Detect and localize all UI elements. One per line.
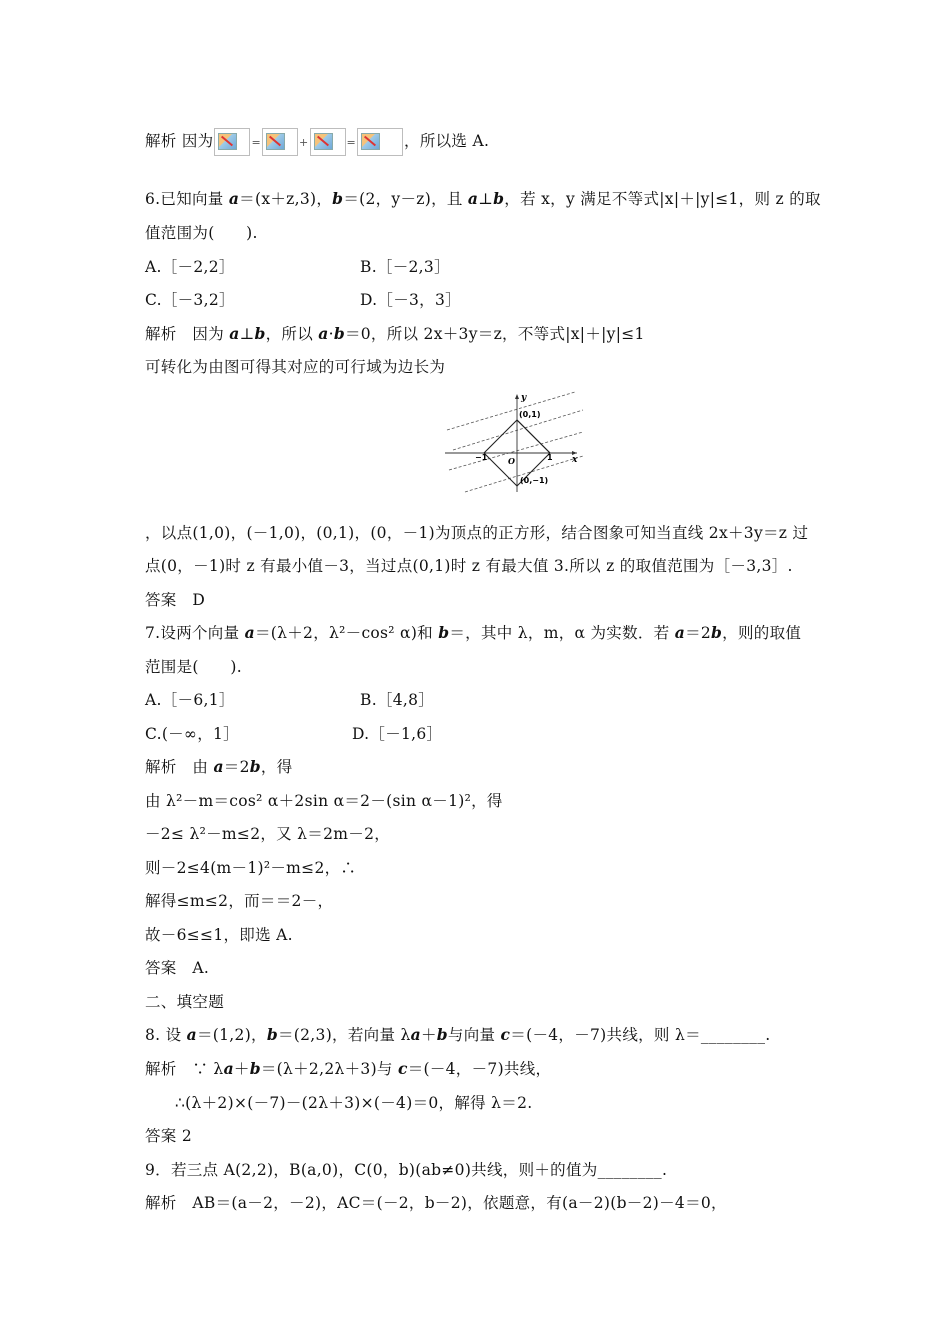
q8-stem-part: 8. 设 (145, 1026, 187, 1044)
vector-c: c (500, 1025, 511, 1044)
q8-analysis-line1 (145, 1058, 551, 1080)
q9-analysis: 解析 AB＝(a－2，－2)，AC＝(－2，b－2)，依题意，有(a－2)(b－2)－4＝0， (145, 1194, 727, 1212)
plus-sign: + (298, 136, 309, 149)
q8-stem-part: 与向量 (447, 1026, 501, 1044)
vector-b: b (493, 189, 505, 208)
vector-a: a (228, 189, 240, 208)
vector-b: b (249, 757, 261, 776)
q5-analysis-line (145, 128, 489, 156)
broken-image-icon (214, 128, 250, 156)
q6-option-c: C.［－3,2］ (145, 291, 235, 309)
q7-analysis-part: ，得 (260, 758, 293, 776)
y-label: y (521, 393, 527, 403)
q7-analysis-part: 解析 由 (145, 758, 214, 776)
q6-analysis-part: ＝0，所以 2x＋3y＝z，不等式|x|＋|y|≤1 (344, 325, 645, 343)
vector-a: a (674, 623, 686, 642)
broken-image-icon (310, 128, 346, 156)
feasible-region-figure (445, 390, 585, 495)
q8-analysis-line2: ∴(λ＋2)×(－7)－(2λ＋3)×(－4)＝0，解得 λ＝2. (175, 1094, 533, 1112)
q7-stem-part: ＝(λ＋2，λ²－cos² α)和 (254, 624, 439, 642)
point-0-m1-label: (0,−1) (520, 476, 549, 485)
q9-stem: 9．若三点 A(2,2)，B(a,0)，C(0，b)(ab≠0)共线，则＋的值为________. (145, 1161, 668, 1179)
q7-analysis-line3: －2≤ λ²－m≤2，又 λ＝2m－2， (145, 825, 391, 843)
q8-analysis-part: ＋ (233, 1060, 250, 1078)
one-label: 1 (547, 453, 553, 462)
q6-analysis-part: ，所以 (265, 325, 319, 343)
equals-sign: = (346, 136, 357, 149)
vector-b: b (249, 1059, 261, 1078)
vector-b: b (332, 189, 344, 208)
vector-a: a (223, 1059, 234, 1078)
q6-analysis-line1 (145, 323, 645, 345)
vector-a: a (467, 189, 479, 208)
q7-stem-part: 7.设两个向量 (145, 624, 245, 642)
q6-stem-line2: 值范围为( ). (145, 224, 258, 242)
q7-answer: 答案 A. (145, 959, 210, 977)
dot-symbol: · (328, 325, 334, 343)
q7-stem-part: ，则的取值 (722, 624, 802, 642)
q7-analysis-line5: 解得≤m≤2，而＝＝2－， (145, 892, 334, 910)
q7-option-a: A.［－6,1］ (145, 691, 235, 709)
vector-b: b (333, 324, 345, 343)
q5-analysis-suffix: ，所以选 A. (404, 132, 490, 150)
section-heading: 二、填空题 (145, 993, 225, 1011)
q6-stem-part: ，若 x，y 满足不等式|x|＋|y|≤1，则 z 的取 (504, 190, 821, 208)
minus-one-label: −1 (475, 453, 488, 462)
vector-a: a (410, 1025, 421, 1044)
broken-image-icon (262, 128, 298, 156)
q6-analysis-line3: ，以点(1,0)，(－1,0)，(0,1)，(0，－1)为顶点的正方形，结合图象可知当直线 2x＋3y＝z 过 (145, 524, 809, 542)
q6-analysis-line2: 可转化为由图可得其对应的可行域为边长为 (145, 358, 446, 376)
q5-analysis-prefix: 解析 因为 (145, 132, 214, 150)
q7-analysis-line2: 由 λ²－m＝cos² α＋2sin α＝2－(sin α－1)²，得 (145, 792, 503, 810)
vector-c: c (397, 1059, 408, 1078)
q8-analysis-part: ＝(－4，－7)共线， (407, 1060, 552, 1078)
vector-a: a (229, 324, 240, 343)
q8-answer: 答案 2 (145, 1127, 192, 1145)
equals-sign: = (251, 136, 261, 149)
q7-stem-line1 (145, 622, 801, 644)
q7-option-d: D.［－1,6］ (352, 725, 443, 743)
q6-analysis-line4: 点(0，－1)时 z 有最小值－3，当过点(0,1)时 z 有最大值 3.所以 z 的取值范围为［－3,3］. (145, 557, 793, 575)
q7-option-b: B.［4,8］ (360, 691, 435, 709)
q8-stem-part: ＝(1,2)， (197, 1026, 267, 1044)
perp-symbol: ⊥ (478, 190, 494, 208)
vector-b: b (266, 1025, 278, 1044)
x-label: x (572, 455, 578, 465)
q7-analysis-line6: 故－6≤≤1，即选 A. (145, 926, 293, 944)
vector-a: a (244, 623, 255, 642)
y-axis-arrow-icon (515, 394, 519, 399)
vector-a: a (318, 324, 329, 343)
q7-stem-line2: 范围是( ). (145, 658, 242, 676)
q8-stem-part: ＋ (420, 1026, 437, 1044)
q8-stem (145, 1024, 771, 1046)
q6-option-d: D.［－3，3］ (360, 291, 461, 309)
vector-a: a (186, 1025, 197, 1044)
q6-option-b: B.［－2,3］ (360, 258, 450, 276)
q6-option-a: A.［－2,2］ (145, 258, 235, 276)
q6-answer: 答案 D (145, 591, 206, 609)
vector-b: b (436, 1025, 448, 1044)
vector-a: a (213, 757, 224, 776)
dashed-lines (447, 392, 583, 492)
q6-stem-part: 6.已知向量 (145, 190, 229, 208)
origin-label: O (508, 456, 515, 466)
q7-option-c: C.(－∞，1］ (145, 725, 239, 743)
q8-analysis-part: ＝(λ＋2,2λ＋3)与 (260, 1060, 398, 1078)
point-0-1-label: (0,1) (519, 410, 541, 419)
q6-stem-part: ＝(x＋z,3)， (239, 190, 333, 208)
vector-b: b (254, 324, 266, 343)
broken-image-icon (357, 128, 403, 156)
perp-symbol: ⊥ (239, 325, 255, 343)
q7-stem-part: ＝2 (685, 624, 712, 642)
q7-analysis-line1 (145, 756, 293, 778)
q6-stem-line1 (145, 188, 821, 210)
q6-stem-part: ＝(2，y－z)，且 (343, 190, 468, 208)
q6-analysis-part: 解析 因为 (145, 325, 230, 343)
q8-analysis-part: 解析 ∵ λ (145, 1060, 224, 1078)
q8-stem-part: ＝(2,3)，若向量 λ (278, 1026, 411, 1044)
vector-b: b (438, 623, 450, 642)
q7-stem-part: ＝，其中 λ，m，α 为实数．若 (449, 624, 675, 642)
q8-stem-part: ＝(－4，－7)共线，则 λ＝________. (510, 1026, 771, 1044)
q7-analysis-part: ＝2 (223, 758, 250, 776)
vector-b: b (711, 623, 723, 642)
q7-analysis-line4: 则－2≤4(m－1)²－m≤2，∴ (145, 859, 357, 877)
